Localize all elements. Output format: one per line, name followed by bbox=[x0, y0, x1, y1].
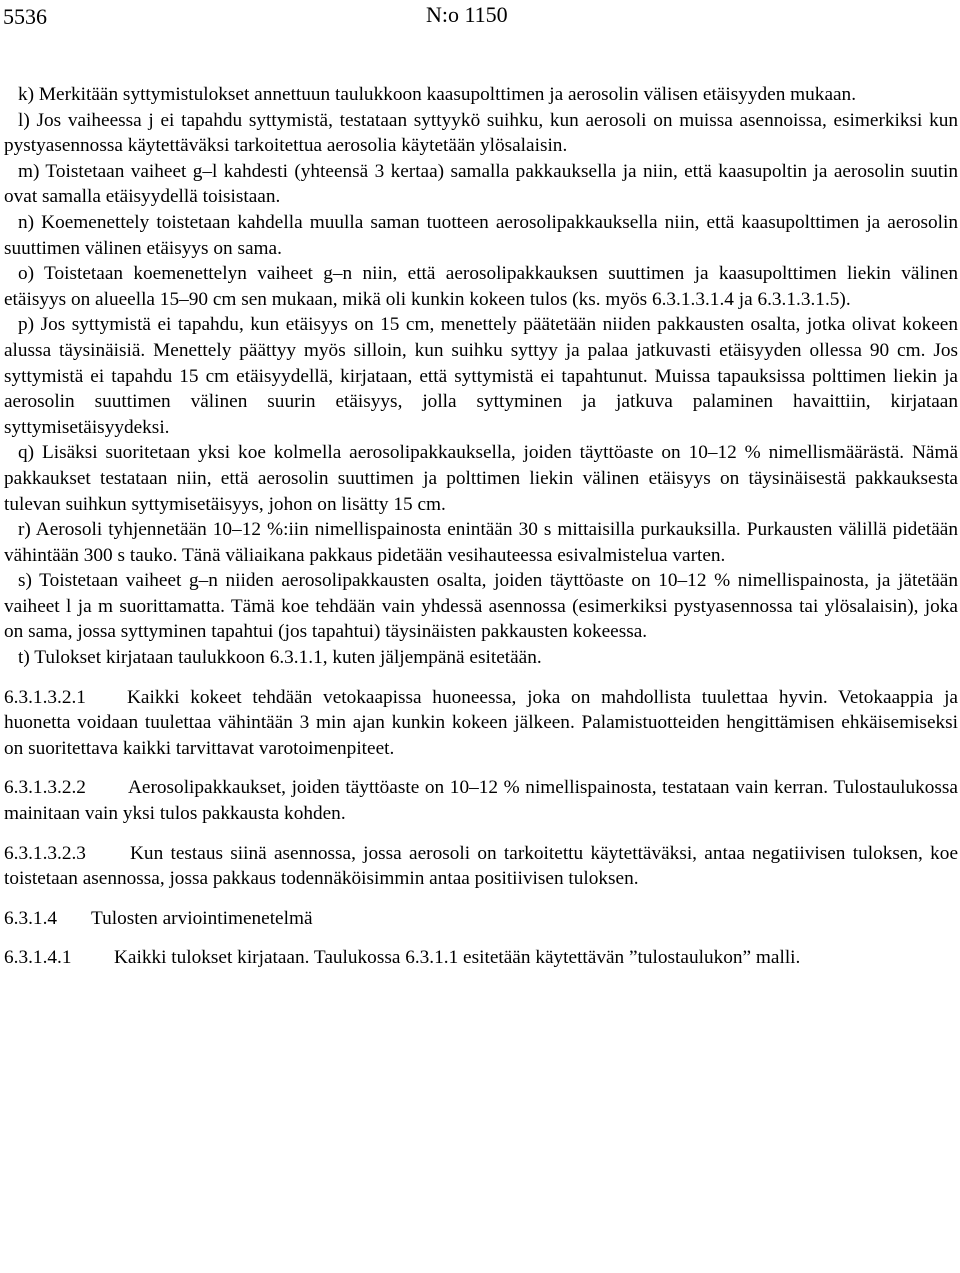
step-m-paragraph: m) Toistetaan vaiheet g–l kahdesti (yhteensä 3 kertaa) samalla pakkauksella ja niin, että kaasupoltin ja aerosolin suutin ovat samalla etäisyydellä toisistaan. bbox=[4, 160, 958, 208]
section-text: Kaikki tulokset kirjataan. Taulukossa 6.3.1.1 esitetään käytettävän ”tulostaulukon” malli. bbox=[114, 947, 801, 969]
section-number: 6.3.1.3.2.2 bbox=[4, 777, 86, 799]
step-s-paragraph: s) Toistetaan vaiheet g–n niiden aerosolipakkausten osalta, joiden täyttöaste on 10–12 % nimellispainosta, ja jätetään vaiheet l ja m suorittamatta. Tämä koe tehdään vain yhdessä asennossa (esimerkiksi pystyasennossa tai ylösalaisin), joka on sama, jossa syttyminen tapahtui (jos tapahtui) täysinäisten pakkausten kokeessa. bbox=[4, 570, 958, 643]
section-heading: Tulosten arviointimenetelmä bbox=[91, 907, 313, 929]
section-text: Kun testaus siinä asennossa, jossa aerosoli on tarkoitettu käytettäväksi, antaa negatiivisen tuloksen, koe toistetaan asennossa, jossa pakkaus todennäköisimmin antaa positiivisen tuloksen. bbox=[4, 842, 958, 890]
section-number: 6.3.1.4.1 bbox=[4, 947, 72, 969]
section-6-3-1-4-heading bbox=[4, 906, 958, 932]
step-t-paragraph: t) Tulokset kirjataan taulukkoon 6.3.1.1, kuten jäljempänä esitetään. bbox=[18, 647, 542, 669]
step-p-paragraph: p) Jos syttymistä ei tapahdu, kun etäisyys on 15 cm, menettely päätetään niiden pakkausten osalta, jotka olivat kokeen alussa täysinäisiä. Menettely päättyy myös silloin, kun suihku syttyy ja palaa jatkuvasti etäisyyden ollessa 90 cm. Jos syttymistä ei tapahdu 15 cm etäisyydellä, kirjataan, että syttymistä ei tapahtunut. Muissa tapauksissa polttimen liekin ja aerosolin suuttimen välinen suurin etäisyys, jolla syttyminen ja jatkuva palaminen havaittiin, kirjataan syttymisetäisyydeksi. bbox=[4, 314, 958, 438]
step-r-paragraph: r) Aerosoli tyhjennetään 10–12 %:iin nimellispainosta enintään 30 s mittaisilla purkauksilla. Purkausten välillä pidetään vähintään 300 s tauko. Tänä väliaikana pakkaus pidetään vesihauteessa esivalmistelua varten. bbox=[4, 519, 958, 566]
step-n-paragraph: n) Koemenettely toistetaan kahdella muulla saman tuotteen aerosolipakkauksella niin, että kaasupolttimen ja aerosolin suuttimen välinen etäisyys on sama. bbox=[4, 211, 958, 259]
step-q-paragraph: q) Lisäksi suoritetaan yksi koe kolmella aerosolipakkauksella, joiden täyttöaste on 10–12 % nimellismäärästä. Nämä pakkaukset testataan niin, että aerosolin suuttimen ja polttimen liekin välinen etäisyys on täysinäisestä pakkauksesta tulevan suihkun syttymisetäisyys, johon on lisätty 15 cm. bbox=[4, 442, 958, 515]
section-6-3-1-3-2-2 bbox=[4, 775, 958, 826]
body-text bbox=[4, 82, 958, 971]
section-number: 6.3.1.4 bbox=[4, 907, 58, 929]
document-number: N:o 1150 bbox=[426, 2, 508, 27]
section-text: Aerosolipakkaukset, joiden täyttöaste on 10–12 % nimellispainosta, testataan vain kerran. Tulostaulukossa mainitaan vain yksi tulos pakkausta kohden. bbox=[4, 777, 958, 825]
section-6-3-1-4-1 bbox=[4, 945, 958, 971]
section-number: 6.3.1.3.2.3 bbox=[4, 842, 86, 864]
page-number: 5536 bbox=[3, 4, 47, 29]
section-6-3-1-3-2-3 bbox=[4, 841, 958, 892]
section-6-3-1-3-2-1 bbox=[4, 685, 958, 762]
page-header bbox=[0, 0, 960, 34]
section-number: 6.3.1.3.2.1 bbox=[4, 686, 86, 708]
step-k-paragraph: k) Merkitään syttymistulokset annettuun taulukkoon kaasupolttimen ja aerosolin välisen etäisyyden mukaan. bbox=[18, 84, 857, 105]
section-text: Kaikki kokeet tehdään vetokaapissa huoneessa, joka on mahdollista tuulettaa hyvin. Vetokaappia ja huonetta voidaan tuulettaa vähintään 3 min ajan kunkin kokeen jälkeen. Palamistuotteiden hengittämisen ehkäisemiseksi on suoritettava kaikki tarvittavat varotoimenpiteet. bbox=[4, 686, 958, 759]
step-o-paragraph: o) Toistetaan koemenettelyn vaiheet g–n niin, että aerosolipakkauksen suuttimen ja kaasupolttimen liekin välinen etäisyys on alueella 15–90 cm sen mukaan, mikä oli kunkin kokeen tulos (ks. myös 6.3.1.3.1.4 ja 6.3.1.3.1.5). bbox=[4, 263, 958, 310]
step-l-paragraph: l) Jos vaiheessa j ei tapahdu syttymistä, testataan syttyykö suihku, kun aerosoli on muissa asennoissa, esimerkiksi kun pystyasennossa käytettäväksi tarkoitettua aerosolia käytetään ylösalaisin. bbox=[4, 109, 958, 157]
